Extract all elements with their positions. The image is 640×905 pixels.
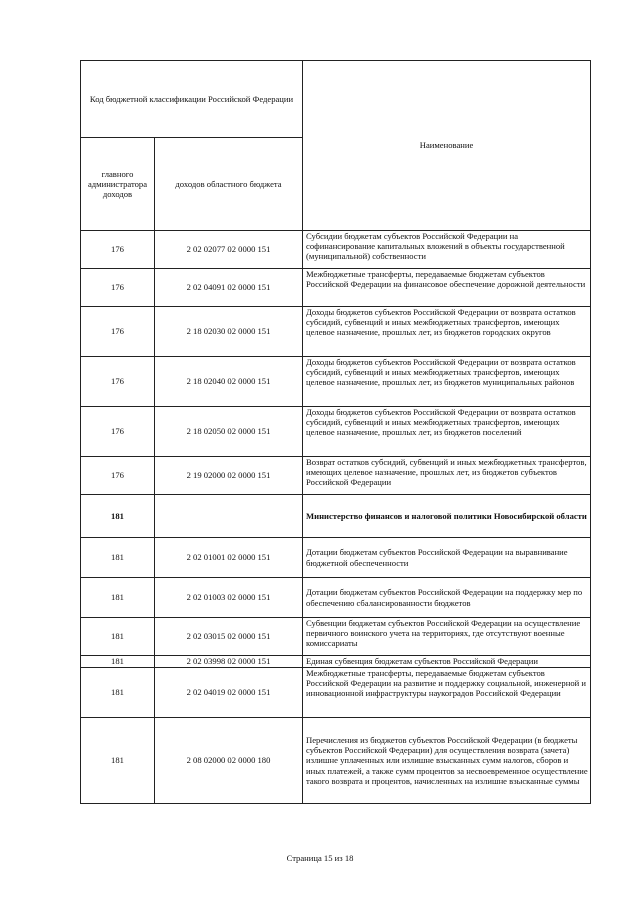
- admin-code-cell: 176: [81, 307, 155, 357]
- income-code-cell: 2 08 02000 02 0000 180: [155, 718, 303, 804]
- table-row: [81, 578, 591, 618]
- table-row: [81, 656, 591, 668]
- admin-code-cell: 181: [81, 718, 155, 804]
- income-code-cell: 2 19 02000 02 0000 151: [155, 457, 303, 495]
- admin-code-cell: 181: [81, 668, 155, 718]
- admin-code-cell: 176: [81, 407, 155, 457]
- income-code-cell: 2 02 01003 02 0000 151: [155, 578, 303, 618]
- income-code-cell: 2 02 03015 02 0000 151: [155, 618, 303, 656]
- name-cell: Субсидии бюджетам субъектов Российской Федерации на софинансирование капитальных вложений в объекты государственной (муниципальной) собственности: [303, 231, 591, 269]
- page-number: Страница 15 из 18: [286, 853, 354, 863]
- admin-code-cell: 176: [81, 269, 155, 307]
- income-code-cell: 2 18 02030 02 0000 151: [155, 307, 303, 357]
- name-cell: Доходы бюджетов субъектов Российской Федерации от возврата остатков субсидий, субвенций и иных межбюджетных трансфертов, имеющих целевое назначение, прошлых лет, из бюджетов муниципальных районов: [303, 357, 591, 407]
- admin-code-cell: 181: [81, 538, 155, 578]
- name-cell: Дотации бюджетам субъектов Российской Федерации на выравнивание бюджетной обеспеченности: [303, 538, 591, 578]
- income-code-cell: [155, 495, 303, 538]
- name-cell: Доходы бюджетов субъектов Российской Федерации от возврата остатков субсидий, субвенций и иных межбюджетных трансфертов, имеющих целевое назначение, прошлых лет, из бюджетов поселений: [303, 407, 591, 457]
- table-row: [81, 457, 591, 495]
- admin-code-cell: 176: [81, 231, 155, 269]
- admin-code-cell: 176: [81, 457, 155, 495]
- header-admin-code: главного администратора доходов: [81, 138, 155, 231]
- income-code-cell: 2 02 04019 02 0000 151: [155, 668, 303, 718]
- header-classification-code: Код бюджетной классификации Российской Федерации: [81, 61, 303, 138]
- header-income-code: доходов областного бюджета: [155, 138, 303, 231]
- income-code-cell: 2 18 02040 02 0000 151: [155, 357, 303, 407]
- admin-code-cell: 181: [81, 656, 155, 668]
- name-cell: Перечисления из бюджетов субъектов Российской Федерации (в бюджеты субъектов Российской Федерации) для осуществления возврата (зачета) излишне уплаченных или излишне взысканных сумм налогов, сборов и иных платежей, а также сумм процентов за несвоевременное осуществление такого возврата и процентов, начисленных на излишне взысканные суммы: [303, 718, 591, 804]
- table-row: [81, 307, 591, 357]
- table-row: [81, 231, 591, 269]
- income-code-cell: 2 18 02050 02 0000 151: [155, 407, 303, 457]
- name-cell: Дотации бюджетам субъектов Российской Федерации на поддержку мер по обеспечению сбалансированности бюджетов: [303, 578, 591, 618]
- name-cell: Единая субвенция бюджетам субъектов Российской Федерации: [303, 656, 591, 668]
- income-code-cell: 2 02 01001 02 0000 151: [155, 538, 303, 578]
- section-title-cell: Министерство финансов и налоговой политики Новосибирской области: [303, 495, 591, 538]
- income-code-cell: 2 02 03998 02 0000 151: [155, 656, 303, 668]
- table-row-section: [81, 495, 591, 538]
- name-cell: Межбюджетные трансферты, передаваемые бюджетам субъектов Российской Федерации на развитие и поддержку социальной, инженерной и инновационной инфраструктуры наукоградов Российской Федерации: [303, 668, 591, 718]
- name-cell: Возврат остатков субсидий, субвенций и иных межбюджетных трансфертов, имеющих целевое назначение, прошлых лет, из бюджетов субъектов Российской Федерации: [303, 457, 591, 495]
- admin-code-cell: 181: [81, 495, 155, 538]
- table-row: [81, 618, 591, 656]
- table-row: [81, 269, 591, 307]
- table-row: [81, 718, 591, 804]
- name-cell: Доходы бюджетов субъектов Российской Федерации от возврата остатков субсидий, субвенций и иных межбюджетных трансфертов, имеющих целевое назначение, прошлых лет, из бюджетов городских округов: [303, 307, 591, 357]
- budget-classification-table: [80, 60, 591, 804]
- admin-code-cell: 181: [81, 578, 155, 618]
- header-row: [81, 61, 591, 138]
- table-row: [81, 407, 591, 457]
- income-code-cell: 2 02 04091 02 0000 151: [155, 269, 303, 307]
- table-row: [81, 357, 591, 407]
- header-name: Наименование: [303, 61, 591, 231]
- name-cell: Межбюджетные трансферты, передаваемые бюджетам субъектов Российской Федерации на финансовое обеспечение дорожной деятельности: [303, 269, 591, 307]
- table-row: [81, 538, 591, 578]
- admin-code-cell: 176: [81, 357, 155, 407]
- name-cell: Субвенции бюджетам субъектов Российской Федерации на осуществление первичного воинского учета на территориях, где отсутствуют военные комиссариаты: [303, 618, 591, 656]
- admin-code-cell: 181: [81, 618, 155, 656]
- income-code-cell: 2 02 02077 02 0000 151: [155, 231, 303, 269]
- table-row: [81, 668, 591, 718]
